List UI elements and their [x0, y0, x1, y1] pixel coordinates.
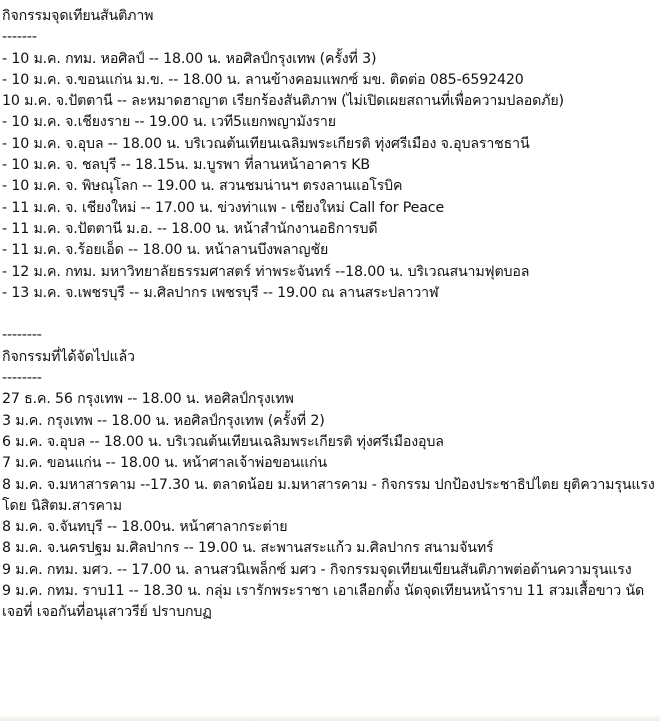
list-item: - 12 ม.ค. กทม. มหาวิทยาลัยธรรมศาสตร์ ท่าพระจันทร์ --18.00 น. บริเวณสนามฟุตบอล	[2, 263, 530, 280]
section-title-upcoming: กิจกรรมจุดเทียนสันติภาพ	[2, 8, 154, 24]
list-item: 10 ม.ค. จ.ปัตตานี -- ละหมาดฮาญาต เรียกร้องสันติภาพ (ไม่เปิดเผยสถานที่เพื่อความปลอดภัย)	[2, 93, 564, 110]
note-text	[2, 6, 658, 713]
list-item: 6 ม.ค. จ.อุบล -- 18.00 น. บริเวณต้นเทียนเฉลิมพระเกียรติ ทุ่งศรีเมืองอุบล	[2, 433, 444, 450]
section-title-past: กิจกรรมที่ได้จัดไปแล้ว	[2, 348, 135, 365]
list-item: 9 ม.ค. กทม. ราบ11 -- 18.30 น. กลุ่ม เรารักพระราชา เอาเลือกตั้ง นัดจุดเทียนหน้าราบ 11 สวมเสื้อขาว นัดเจอที่ เจอกันที่อนุเสาวรีย์ ปราบกบฏ	[2, 583, 645, 621]
list-item: 27 ธ.ค. 56 กรุงเทพ -- 18.00 น. หอศิลป์กรุงเทพ	[2, 391, 294, 408]
list-item: - 10 ม.ค. จ.อุบล -- 18.00 น. บริเวณต้นเทียนเฉลิมพระเกียรติ ทุ่งศรีเมือง จ.อุบลราชธานี	[2, 135, 530, 152]
divider: --------	[2, 327, 42, 344]
list-item: - 10 ม.ค. จ. พิษณุโลก -- 19.00 น. สวนชมน่านฯ ตรงลานแอโรบิค	[2, 178, 403, 195]
list-item: - 10 ม.ค. จ.ขอนแก่น ม.ข. -- 18.00 น. ลานข้างคอมแพกซ์ มข. ติดต่อ 085-6592420	[2, 71, 524, 88]
list-item: - 11 ม.ค. จ.ปัตตานี ม.อ. -- 18.00 น. หน้าสำนักงานอธิการบดี	[2, 220, 378, 237]
list-item: - 11 ม.ค. จ.ร้อยเอ็ด -- 18.00 น. หน้าลานบึงพลาญชัย	[2, 242, 329, 259]
list-item: 9 ม.ค. กทม. มศว. -- 17.00 น. ลานสวนิเพล็กซ์ มศว - กิจกรรมจุดเทียนเขียนสันติภาพต่อต้านความรุนแรง	[2, 561, 632, 578]
bottom-edge	[0, 715, 660, 721]
divider: -------	[2, 29, 37, 46]
list-item: 7 ม.ค. ขอนแก่น -- 18.00 น. หน้าศาลเจ้าพ่อขอนแก่น	[2, 455, 327, 472]
divider: --------	[2, 370, 42, 387]
list-item: - 10 ม.ค. จ. ชลบุรี -- 18.15น. ม.บูรพา ที่ลานหน้าอาคาร KB	[2, 157, 370, 174]
blank-line	[2, 304, 658, 325]
list-item: - 10 ม.ค. จ.เชียงราย -- 19.00 น. เวที5แยกพญามังราย	[2, 114, 336, 131]
list-item: 3 ม.ค. กรุงเทพ -- 18.00 น. หอศิลป์กรุงเทพ (ครั้งที่ 2)	[2, 412, 325, 429]
list-item: - 10 ม.ค. กทม. หอศิลป์ -- 18.00 น. หอศิลป์กรุงเทพ (ครั้งที่ 3)	[2, 50, 377, 67]
list-item: 8 ม.ค. จ.มหาสารคาม --17.30 น. ตลาดน้อย ม.มหาสารคาม - กิจกรรม ปกป้องประชาธิปไตย ยุติความรุนแรง โดย นิสิตม.สารคาม	[2, 476, 655, 514]
list-item: 8 ม.ค. จ.นครปฐม ม.ศิลปากร -- 19.00 น. สะพานสระแก้ว ม.ศิลปากร สนามจันทร์	[2, 540, 494, 557]
list-item: 8 ม.ค. จ.จันทบุรี -- 18.00น. หน้าศาลากระต่าย	[2, 519, 288, 536]
list-item: - 13 ม.ค. จ.เพชรบุรี -- ม.ศิลปากร เพชรบุรี -- 19.00 ณ ลานสระปลาวาฬ	[2, 284, 439, 301]
list-item: - 11 ม.ค. จ. เชียงใหม่ -- 17.00 น. ข่วงท่าแพ - เชียงใหม่ Call for Peace	[2, 199, 445, 216]
